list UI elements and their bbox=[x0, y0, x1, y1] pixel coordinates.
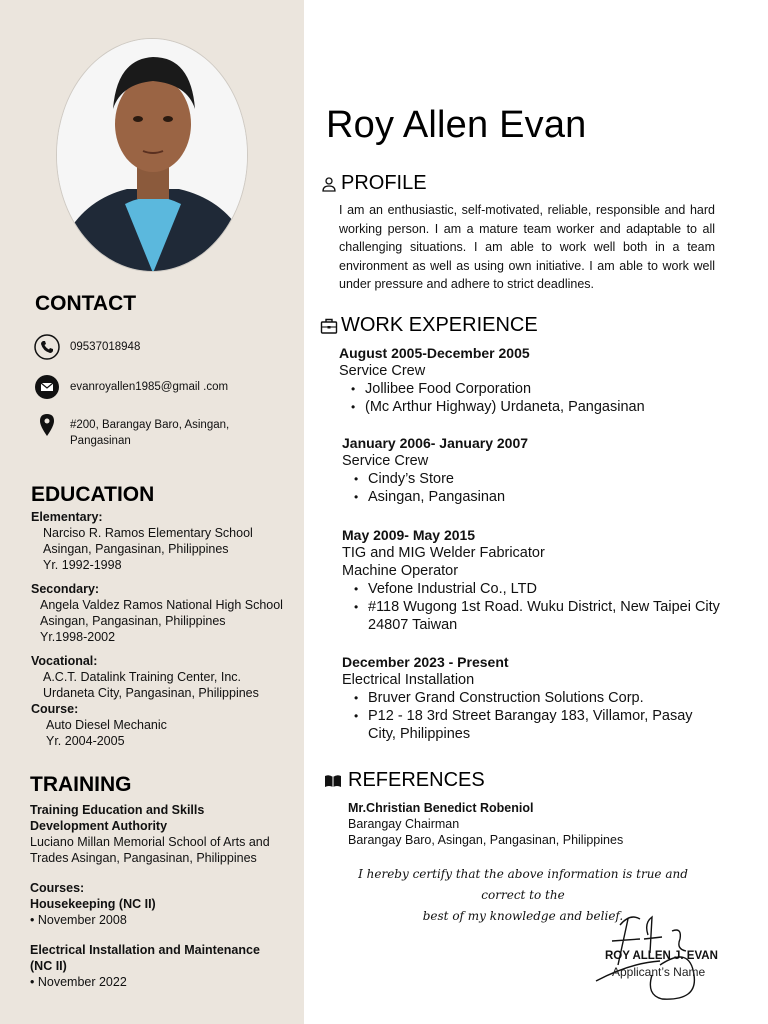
profile-photo bbox=[56, 38, 248, 272]
job-3: May 2009- May 2015 TIG and MIG Welder Fabricator Machine Operator • Vefone Industrial Co., LTD • #118 Wugong 1st Road. Wuku District, New Taipei City 24807 Taiwan bbox=[342, 526, 722, 634]
email-address[interactable]: evanroyallen1985@gmail .com bbox=[70, 381, 229, 393]
person-icon bbox=[320, 175, 338, 193]
signature-name: ROY ALLEN J. EVAN bbox=[605, 950, 718, 962]
contact-phone bbox=[34, 334, 260, 360]
list-item: • Jollibee Food Corporation bbox=[349, 380, 729, 398]
briefcase-icon bbox=[320, 317, 338, 335]
contact-heading: CONTACT bbox=[35, 292, 137, 315]
list-item: • Asingan, Pangasinan bbox=[352, 488, 732, 506]
certification-statement: I hereby certify that the above information is true and correct to the best of my knowledge and belief. bbox=[358, 867, 688, 923]
profile-heading: PROFILE bbox=[320, 172, 427, 195]
education-vocational: Vocational: A.C.T. Datalink Training Center, Inc. Urdaneta City, Pangasinan, Philippines Course: Auto Diesel Mechanic Yr. 2004-2005 bbox=[31, 654, 259, 748]
list-item: • P12 - 18 3rd Street Barangay 183, Villamor, Pasay City, Philippines bbox=[352, 707, 722, 743]
education-elementary: Elementary: Narciso R. Ramos Elementary School Asingan, Pangasinan, Philippines Yr. 1992-1998 bbox=[31, 510, 253, 572]
list-item: • Vefone Industrial Co., LTD bbox=[352, 580, 722, 598]
work-heading: WORK EXPERIENCE bbox=[320, 314, 538, 337]
reference-entry: Mr.Christian Benedict Robeniol Barangay Chairman Barangay Baro, Asingan, Pangasinan, Philippines bbox=[348, 801, 624, 847]
job-2: January 2006- January 2007 Service Crew • Cindy’s Store • Asingan, Pangasinan bbox=[342, 434, 732, 506]
sidebar bbox=[0, 0, 304, 1024]
education-secondary: Secondary: Angela Valdez Ramos National High School Asingan, Pangasinan, Philippines Yr.1998-2002 bbox=[31, 582, 283, 644]
contact-address bbox=[34, 412, 260, 449]
book-icon bbox=[324, 772, 342, 790]
training-details: Training Education and Skills Development Authority Luciano Millan Memorial School of Arts and Trades Asingan, Pangasinan, Philippines bbox=[30, 803, 270, 865]
list-item: • #118 Wugong 1st Road. Wuku District, New Taipei City 24807 Taiwan bbox=[352, 598, 722, 634]
list-item: • Cindy’s Store bbox=[352, 470, 732, 488]
phone-number[interactable]: 09537018948 bbox=[70, 341, 141, 353]
address-text: #200, Barangay Baro, Asingan, Pangasinan bbox=[70, 419, 230, 447]
references-heading: REFERENCES bbox=[324, 769, 485, 792]
applicant-name: Roy Allen Evan bbox=[326, 104, 587, 146]
list-item: • (Mc Arthur Highway) Urdaneta, Pangasinan bbox=[349, 398, 729, 416]
profile-text: I am an enthusiastic, self-motivated, reliable, responsible and hard working person. I am a mature team worker and adaptable to all challenging situations. I am able to work well both in a team environment as well as using own initiative. I am able to work well under pressure and adhere to strict deadlines. bbox=[339, 203, 715, 291]
list-item: • Bruver Grand Construction Solutions Corp. bbox=[352, 689, 722, 707]
signature-role: Applicant’s Name bbox=[612, 965, 706, 979]
envelope-icon bbox=[34, 374, 60, 400]
education-heading: EDUCATION bbox=[31, 483, 155, 506]
map-pin-icon bbox=[34, 412, 60, 438]
contact-email bbox=[34, 374, 260, 400]
phone-icon bbox=[34, 334, 60, 360]
training-heading: TRAINING bbox=[30, 773, 132, 796]
job-4: December 2023 - Present Electrical Installation • Bruver Grand Construction Solutions Corp. • P12 - 18 3rd Street Barangay 183, Villamor, Pasay City, Philippines bbox=[342, 653, 722, 743]
training-courses: Courses: Housekeeping (NC II) • November 2008 bbox=[30, 881, 156, 927]
job-1: August 2005-December 2005 Service Crew • Jollibee Food Corporation • (Mc Arthur Highway) Urdaneta, Pangasinan bbox=[339, 344, 729, 416]
training-course-2: Electrical Installation and Maintenance (NC II) • November 2022 bbox=[30, 943, 260, 989]
